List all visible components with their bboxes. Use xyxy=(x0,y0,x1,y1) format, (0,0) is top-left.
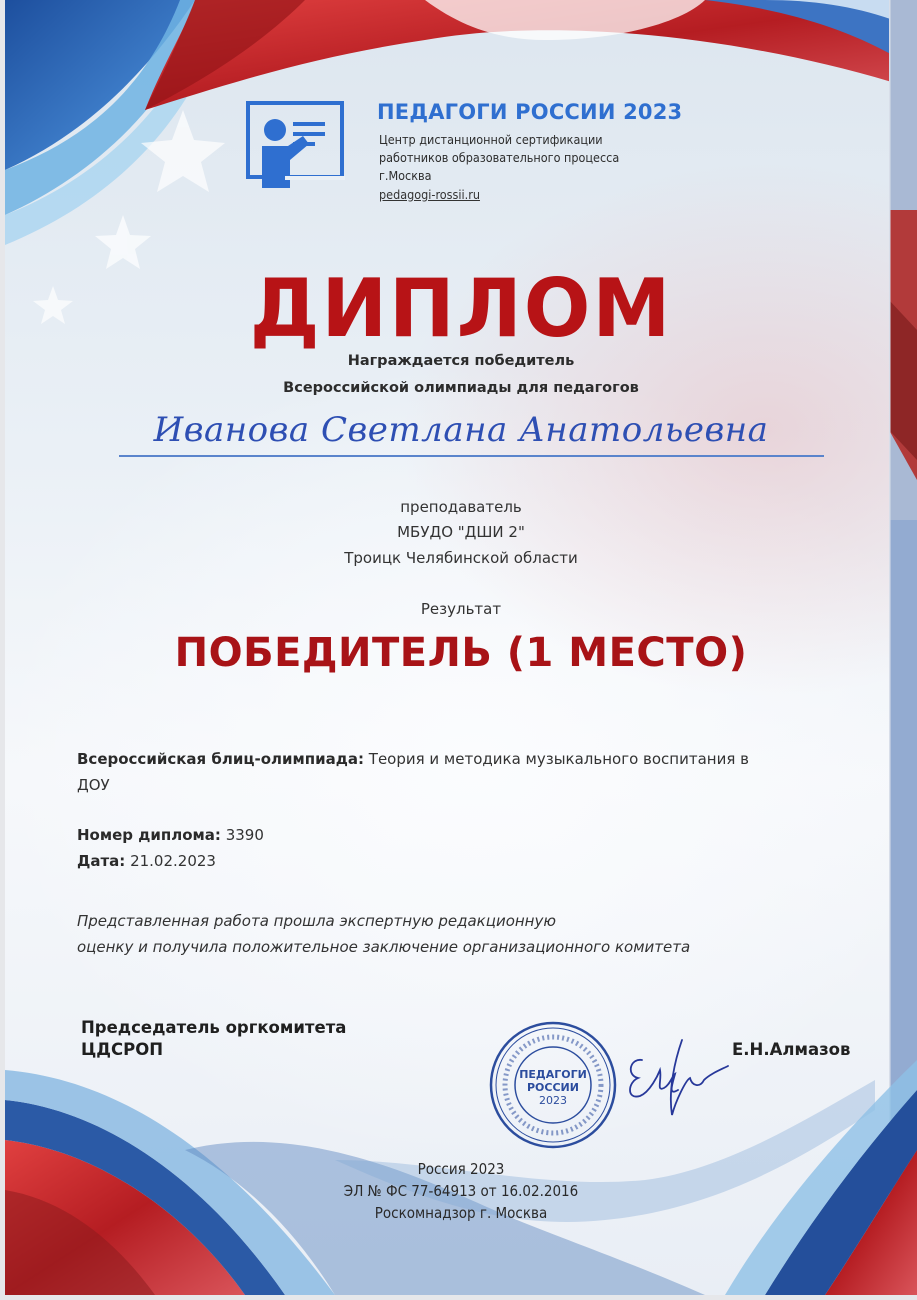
stamp-text-3: 2023 xyxy=(539,1094,567,1107)
result-value: ПОБЕДИТЕЛЬ (1 МЕСТО) xyxy=(174,630,748,676)
recipient-position: преподаватель xyxy=(400,498,522,516)
footer-country-year: Россия 2023 xyxy=(417,1160,505,1178)
name-underline xyxy=(119,455,824,457)
recipient-name: Иванова Светлана Анатольевна xyxy=(153,410,769,450)
expert-note-line: Представленная работа прошла экспертную редакционную xyxy=(77,912,556,930)
diploma-page xyxy=(5,0,917,1295)
recipient-location: Троицк Челябинской области xyxy=(344,549,578,567)
footer-license: ЭЛ № ФС 77-64913 от 16.02.2016 xyxy=(343,1182,579,1200)
olympiad-label: Всероссийская блиц-олимпиада: xyxy=(77,750,364,768)
footer-regulator: Роскомнадзор г. Москва xyxy=(374,1204,548,1222)
diploma-number xyxy=(77,822,847,848)
signer-name: Е.Н.Алмазов xyxy=(732,1040,851,1059)
official-stamp-icon xyxy=(488,1020,618,1150)
org-description-line: Центр дистанционной сертификации xyxy=(379,132,603,147)
diploma-date-value: 21.02.2023 xyxy=(130,852,216,870)
teacher-at-board-icon xyxy=(245,100,345,190)
diploma-number-value: 3390 xyxy=(225,826,264,844)
awarded-line: Награждается победитель xyxy=(347,353,575,369)
olympiad-line: Всероссийской олимпиады для педагогов xyxy=(283,380,639,396)
chair-title xyxy=(81,1017,346,1061)
stamp-text-1: ПЕДАГОГИ xyxy=(519,1068,587,1081)
olympiad-info xyxy=(77,746,847,798)
diploma-date xyxy=(77,848,847,874)
website-link[interactable]: pedagogi-rossii.ru xyxy=(379,187,480,202)
chair-org: ЦДСРОП xyxy=(81,1040,164,1059)
org-city: г.Москва xyxy=(379,168,432,183)
olympiad-value-cont: ДОУ xyxy=(77,776,110,794)
expert-note-line: оценку и получила положительное заключение организационного комитета xyxy=(77,938,691,956)
signature-icon xyxy=(620,1030,730,1120)
diploma-date-label: Дата: xyxy=(77,852,126,870)
stamp-text-2: РОССИИ xyxy=(527,1081,579,1094)
result-label: Результат xyxy=(420,600,502,618)
diploma-number-label: Номер диплома: xyxy=(77,826,221,844)
chair-role: Председатель оргкомитета xyxy=(81,1018,347,1037)
org-title: ПЕДАГОГИ РОССИИ 2023 xyxy=(377,100,683,124)
olympiad-value: Теория и методика музыкального воспитания в xyxy=(368,750,749,768)
org-description-line: работников образовательного процесса xyxy=(379,150,620,165)
recipient-institution: МБУДО "ДШИ 2" xyxy=(397,523,525,541)
diploma-title: ДИПЛОМ xyxy=(249,262,673,355)
